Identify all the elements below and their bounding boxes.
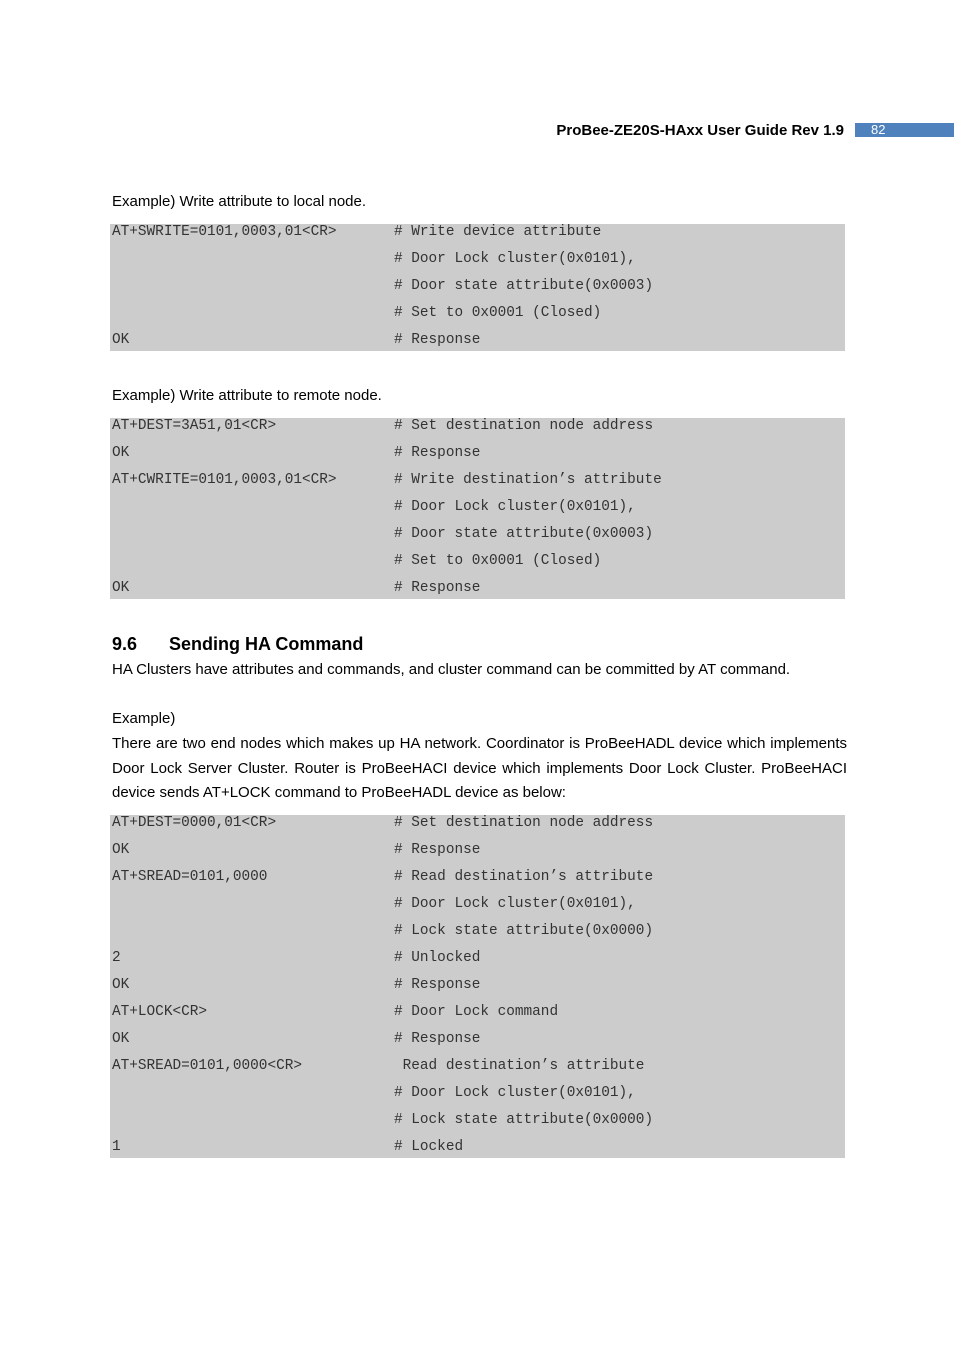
code-line [110,224,845,251]
code-line [110,472,845,499]
code-comment: # Door Lock cluster(0x0101), [394,896,636,912]
code-line [110,1004,845,1031]
code-comment: # Read destination’s attribute [394,869,654,885]
code-line [110,1085,845,1112]
document-title: ProBee-ZE20S-HAxx User Guide Rev 1.9 [556,122,844,139]
code-comment: # Door Lock cluster(0x0101), [394,251,636,267]
code-command: AT+DEST=0000,01<CR> [112,815,277,831]
code-command: AT+SWRITE=0101,0003,01<CR> [112,224,337,240]
code-line [110,553,845,580]
code-comment: # Response [394,977,481,993]
code-comment: # Set destination node address [394,418,654,434]
code-line [110,580,845,599]
code-comment: # Response [394,332,481,348]
section-intro: HA Clusters have attributes and commands, and cluster command can be committed by AT command. [112,661,791,678]
code-comment: # Locked [394,1139,464,1155]
code-comment: # Write destination’s attribute [394,472,662,488]
code-line [110,1139,845,1158]
code-line [110,923,845,950]
code-command: OK [112,332,130,348]
code-command: OK [112,1031,130,1047]
example3-label: Example) [112,710,176,727]
code-command: 2 [112,950,121,966]
code-command: 1 [112,1139,121,1155]
code-line [110,499,845,526]
code-command: OK [112,977,130,993]
code-line [110,278,845,305]
code-comment: # Set destination node address [394,815,654,831]
code-comment: # Response [394,842,481,858]
page-number: 82 [855,123,954,137]
code-line [110,332,845,351]
example1-caption: Example) Write attribute to local node. [112,193,367,210]
code-command: OK [112,580,130,596]
code-line [110,1031,845,1058]
code-command: OK [112,842,130,858]
code-line [110,869,845,896]
code-command: AT+DEST=3A51,01<CR> [112,418,277,434]
code-command: AT+LOCK<CR> [112,1004,207,1020]
section-number: 9.6 [112,634,138,654]
code-comment: Read destination’s attribute [394,1058,645,1074]
code-line [110,251,845,278]
section-heading [112,634,363,655]
code-comment: # Lock state attribute(0x0000) [394,923,654,939]
code-line [110,445,845,472]
code-comment: # Set to 0x0001 (Closed) [394,553,602,569]
code-comment: # Response [394,445,481,461]
code-block-remote-write [110,418,845,599]
code-block-ha-command [110,815,845,1158]
code-line [110,305,845,332]
section-body: There are two end nodes which makes up HA network. Coordinator is ProBeeHADL device which implements Door Lock Server Cluster. Router is ProBeeHACI device which implements Door Lock Cluster. ProBeeHACI device sends AT+LOCK command to ProBeeHADL device as below: [112,735,847,801]
code-comment: # Door Lock cluster(0x0101), [394,499,636,515]
code-comment: # Door Lock cluster(0x0101), [394,1085,636,1101]
section-title: Sending HA Command [169,634,364,654]
code-line [110,842,845,869]
code-command: AT+SREAD=0101,0000 [112,869,268,885]
code-line [110,418,845,445]
code-command: OK [112,445,130,461]
code-comment: # Response [394,1031,481,1047]
code-line [110,1058,845,1085]
code-comment: # Unlocked [394,950,481,966]
code-line [110,977,845,1004]
code-comment: # Door Lock command [394,1004,559,1020]
code-line [110,815,845,842]
code-command: AT+CWRITE=0101,0003,01<CR> [112,472,337,488]
code-comment: # Write device attribute [394,224,602,240]
code-comment: # Response [394,580,481,596]
code-line [110,526,845,553]
code-comment: # Door state attribute(0x0003) [394,526,654,542]
code-comment: # Set to 0x0001 (Closed) [394,305,602,321]
code-block-local-write [110,224,845,351]
code-line [110,1112,845,1139]
example2-caption: Example) Write attribute to remote node. [112,387,382,404]
code-comment: # Lock state attribute(0x0000) [394,1112,654,1128]
code-line [110,896,845,923]
code-line [110,950,845,977]
code-command: AT+SREAD=0101,0000<CR> [112,1058,302,1074]
code-comment: # Door state attribute(0x0003) [394,278,654,294]
